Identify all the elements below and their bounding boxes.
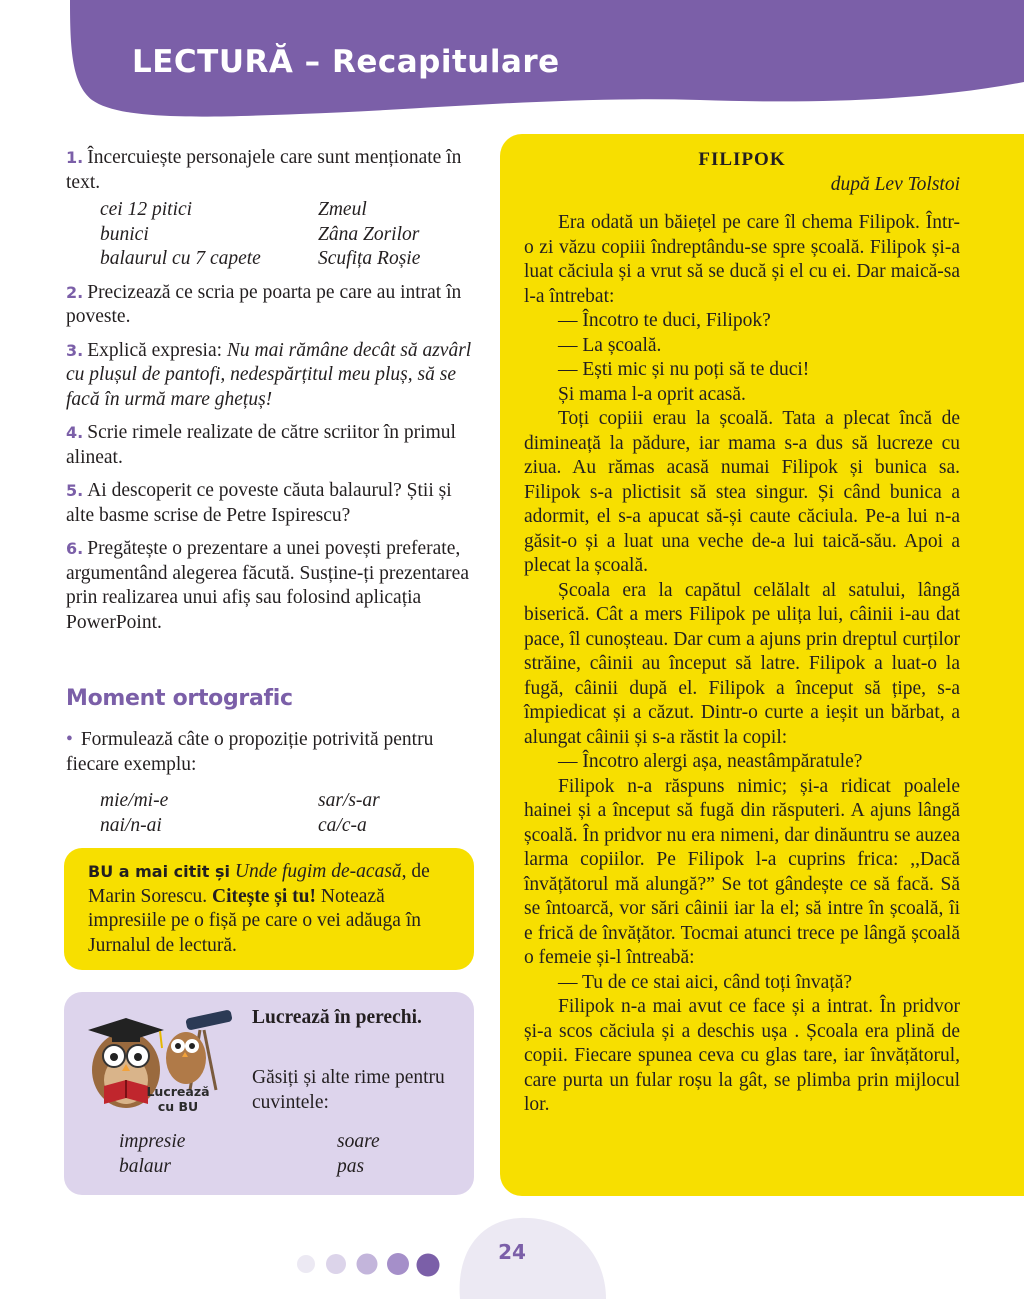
exercise-number: 3. bbox=[66, 340, 84, 360]
owl-caption: Lucrează cu BU bbox=[146, 1084, 210, 1114]
exercise-1 bbox=[66, 146, 478, 272]
exercises-section bbox=[66, 146, 478, 644]
bu-tag: BU a mai citit și bbox=[88, 862, 230, 881]
option-item[interactable]: cei 12 pitici bbox=[100, 199, 193, 220]
option-item[interactable]: Scufița Roșie bbox=[318, 248, 421, 269]
exercise-5 bbox=[66, 479, 478, 528]
story-dialogue: — La școală. bbox=[558, 334, 662, 356]
dot-4 bbox=[387, 1253, 409, 1275]
story-title: FILIPOK bbox=[698, 149, 786, 170]
exercise-text: Ai descoperit ce poveste căuta balaurul? Știi și alte basme scrise de Petre Ispirescu? bbox=[66, 480, 452, 526]
story-box bbox=[500, 134, 1024, 1196]
exercise-text: Explică expresia: bbox=[87, 339, 227, 361]
recommendation-text: Notează impresiile pe o fișă pe care o vei adăuga în Jurnalul de lectură. bbox=[88, 885, 421, 956]
story-paragraph: Școala era la capătul celălalt al satului, lângă biserică. Cât a mers Filipok pe ulița lui, câinii i-au dat pace, îl cunoșteau. Dar cum a ajuns prin dreptul curților străine, câinii au început să latre. Filipok a luat-o la fugă, câinii după el. Filipok a început să țipe, s-a împiedicat și a căzut. Dintr-o curte a ieșit un bărbat, a alungat câinii și s-a răstit la copil: bbox=[524, 579, 960, 748]
ortho-options bbox=[66, 789, 478, 838]
exercise-text: Încercuiește personajele care sunt menționate în text. bbox=[66, 147, 462, 193]
rhyme-word: impresie bbox=[119, 1131, 186, 1152]
story-dialogue: — Încotro alergi așa, neastâmpăratule? bbox=[558, 751, 863, 772]
exercise-4 bbox=[66, 421, 478, 470]
dot-1 bbox=[297, 1255, 315, 1273]
story-paragraph: Și mama l-a oprit acasă. bbox=[558, 383, 746, 405]
page-title: LECTURĂ – Recapitulare bbox=[132, 44, 560, 80]
exercise-number: 5. bbox=[66, 481, 84, 500]
bullet-icon: • bbox=[66, 729, 73, 750]
story-dialogue: — Ești mic și nu poți să te duci! bbox=[558, 359, 810, 380]
pair-work-title: Lucrează în perechi. bbox=[252, 1007, 422, 1028]
pair-work-instruction: Găsiți și alte rime pentru cuvintele: bbox=[252, 1067, 445, 1113]
story-text bbox=[524, 211, 960, 1118]
story-paragraph: Filipok n-a mai avut ce face și a intrat. În pridvor și-a scos căciula și a deschis ușa . Școala era plină de copii. Fiecare spunea ceva cu glas tare, iar învățătorul, care purta un fular roșu la gât, se plimba prin mijlocul lor. bbox=[524, 996, 960, 1115]
exercise-number: 2. bbox=[66, 282, 84, 302]
option-item[interactable]: Zmeul bbox=[318, 199, 367, 220]
option-item[interactable]: Zâna Zorilor bbox=[318, 223, 420, 245]
exercise-text: Scrie rimele realizate de către scriitor în primul alineat. bbox=[66, 422, 456, 468]
exercise-number: 1. bbox=[66, 148, 84, 167]
option-item: mie/mi-e bbox=[100, 790, 169, 811]
rhyme-words bbox=[119, 1130, 459, 1179]
call-to-action: Citește și tu! bbox=[212, 885, 317, 907]
story-dialogue: — Tu de ce stai aici, când toți învață? bbox=[558, 971, 853, 993]
reading-recommendation-box bbox=[64, 848, 474, 970]
exercise-number: 4. bbox=[66, 423, 84, 442]
exercise-number: 6. bbox=[66, 539, 84, 558]
story-author: după Lev Tolstoi bbox=[830, 173, 960, 195]
exercise-6 bbox=[66, 537, 478, 635]
character-options bbox=[66, 198, 478, 272]
story-paragraph: Filipok n-a răspuns nimic; și-a ridicat poalele hainei și a început să fugă din răsputeri. A ajuns lângă școală. În pridvor nu era nimeni, dar dinăuntru se auzea larma copiilor. Pe Filipok l-a cuprins frica: ,,Dacă învățătorul mă alungă?” Se tot gândește ce să facă. Să se întoarcă, vor sări câinii iar la el; să intre în școală, îi e frică de învățător. Tocmai atunci trece pe lângă școală o femeie și-l întreabă: bbox=[524, 775, 960, 968]
exercise-text: Precizează ce scria pe poarta pe care au intrat în poveste. bbox=[66, 281, 462, 327]
rhyme-word: balaur bbox=[119, 1155, 172, 1177]
option-item[interactable]: balaurul cu 7 capete bbox=[100, 248, 261, 269]
quoted-expression: Nu mai rămâne decât să azvârl cu plușul de pantofi, nedespărțitul meu pluș, să se facă în urmă mare ghețuș! bbox=[66, 339, 472, 410]
story-dialogue: — Încotro te duci, Filipok? bbox=[558, 310, 771, 331]
story-paragraph: Toți copiii erau la școală. Tata a plecat încă de dimineață la pădure, iar mama s-a dus să lucreze cu ziua. Au rămas acasă numai Filipok și bunica sa. Filipok s-a plictisit să stea singur. Și când bunica a adormit, el s-a apucat să-și caute căciula. Pe-a lui n-a găsit-o și a luat una veche de-a lui taică-său. Apoi a plecat la școală. bbox=[524, 408, 960, 576]
ortho-section bbox=[66, 728, 478, 838]
page-number: 24 bbox=[498, 1240, 526, 1264]
ortho-instruction: Formulează câte o propoziție potrivită pentru fiecare exemplu: bbox=[66, 729, 434, 775]
exercise-3 bbox=[66, 339, 478, 413]
option-item: sar/s-ar bbox=[318, 790, 380, 811]
pair-work-box bbox=[64, 992, 474, 1195]
ortho-section-title: Moment ortografic bbox=[66, 686, 293, 711]
book-author: , de Marin Sorescu. bbox=[88, 861, 430, 907]
exercise-text: Pregătește o prezentare a unei povești preferate, argumentând alegerea făcută. Susține-ți prezentarea prin realizarea unui afiș sau folosind aplicația PowerPoint. bbox=[66, 538, 469, 633]
rhyme-word: pas bbox=[337, 1155, 365, 1177]
exercise-2 bbox=[66, 281, 478, 330]
option-item: nai/n-ai bbox=[100, 814, 162, 836]
option-item[interactable]: bunici bbox=[100, 223, 149, 245]
dot-5 bbox=[417, 1254, 440, 1277]
book-title: Unde fugim de-acasă bbox=[234, 861, 402, 882]
dot-2 bbox=[326, 1254, 346, 1274]
page-footer-decoration bbox=[280, 1212, 620, 1299]
story-paragraph: Era odată un băiețel pe care îl chema Filipok. Într-o zi văzu copiii îndreptându-se spre școală. Filipok și-a luat căciula și a vrut să se ducă și el cu ei. Dar maică-sa l-a întrebat: bbox=[524, 212, 960, 307]
option-item: ca/c-a bbox=[318, 814, 367, 836]
dot-3 bbox=[357, 1254, 378, 1275]
rhyme-word: soare bbox=[337, 1131, 380, 1152]
